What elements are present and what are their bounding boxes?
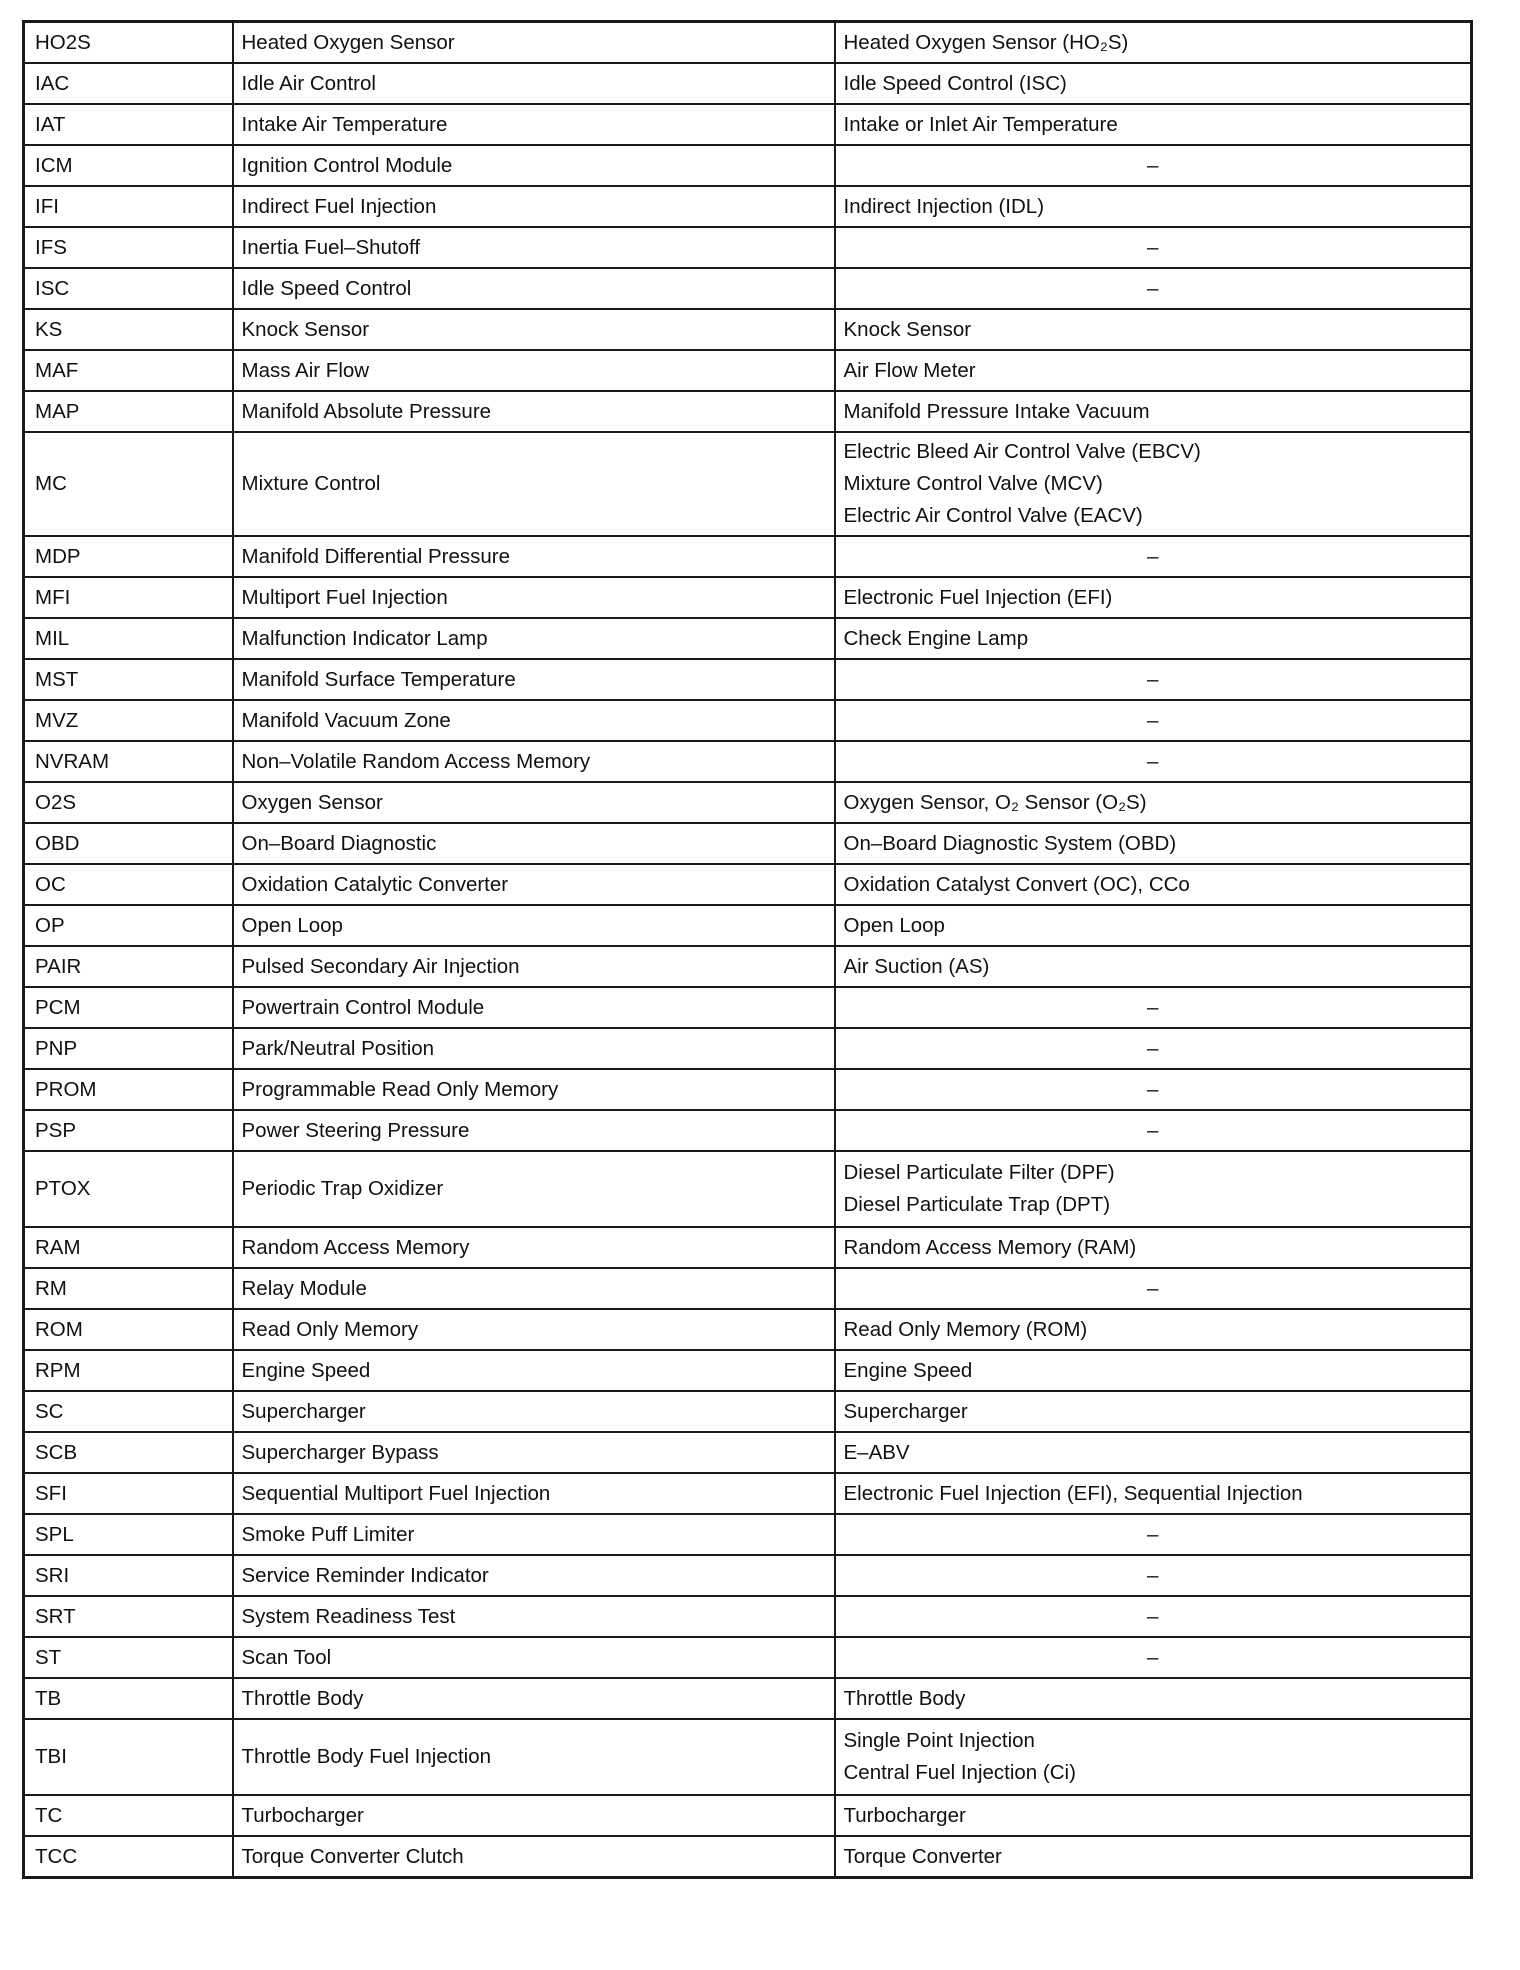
- equivalent-line: Throttle Body: [843, 1686, 966, 1710]
- equivalent-cell: [835, 1268, 1472, 1309]
- acronym-cell: KS: [24, 309, 233, 350]
- acronym-table: [22, 20, 1473, 1879]
- equivalent-cell: [835, 1473, 1472, 1514]
- equivalent-cell: [835, 905, 1472, 946]
- equivalent-line: Turbocharger: [843, 1803, 966, 1827]
- acronym-cell: NVRAM: [24, 741, 233, 782]
- equivalent-line: Electric Bleed Air Control Valve (EBCV): [843, 440, 1201, 463]
- definition-cell: Throttle Body Fuel Injection: [233, 1719, 835, 1795]
- equivalent-line: Mixture Control Valve (MCV): [843, 472, 1103, 495]
- equivalent-line: –: [1147, 1645, 1159, 1669]
- definition-cell: Idle Air Control: [233, 63, 835, 104]
- table-row: [24, 1555, 1472, 1596]
- equivalent-line: Oxidation Catalyst Convert (OC), CCo: [843, 872, 1190, 896]
- equivalent-line: –: [1147, 749, 1159, 773]
- table-row: [24, 946, 1472, 987]
- definition-cell: Engine Speed: [233, 1350, 835, 1391]
- equivalent-line: Check Engine Lamp: [843, 626, 1029, 650]
- equivalent-line: –: [1147, 1077, 1159, 1101]
- definition-cell: Indirect Fuel Injection: [233, 186, 835, 227]
- equivalent-cell: [835, 1795, 1472, 1836]
- equivalent-cell: [835, 1350, 1472, 1391]
- table-row: [24, 741, 1472, 782]
- equivalent-line: Engine Speed: [843, 1358, 973, 1382]
- table-row: [24, 1719, 1472, 1795]
- acronym-cell: IAT: [24, 104, 233, 145]
- equivalent-cell: [835, 946, 1472, 987]
- acronym-cell: SRI: [24, 1555, 233, 1596]
- equivalent-cell: [835, 577, 1472, 618]
- table-row: [24, 1350, 1472, 1391]
- table-row: [24, 823, 1472, 864]
- table-row: [24, 1795, 1472, 1836]
- definition-cell: Scan Tool: [233, 1637, 835, 1678]
- acronym-table-body: [24, 22, 1472, 1878]
- acronym-cell: ISC: [24, 268, 233, 309]
- equivalent-cell: [835, 309, 1472, 350]
- acronym-cell: RPM: [24, 1350, 233, 1391]
- definition-cell: Park/Neutral Position: [233, 1028, 835, 1069]
- equivalent-cell: [835, 782, 1472, 823]
- equivalent-line: –: [1147, 667, 1159, 691]
- acronym-cell: IAC: [24, 63, 233, 104]
- equivalent-line: –: [1147, 708, 1159, 732]
- equivalent-cell: [835, 145, 1472, 186]
- equivalent-cell: [835, 1028, 1472, 1069]
- table-row: [24, 1596, 1472, 1637]
- table-row: [24, 350, 1472, 391]
- acronym-cell: PNP: [24, 1028, 233, 1069]
- definition-cell: Service Reminder Indicator: [233, 1555, 835, 1596]
- acronym-cell: HO2S: [24, 22, 233, 64]
- equivalent-line: Diesel Particulate Trap (DPT): [843, 1193, 1111, 1216]
- acronym-cell: RAM: [24, 1227, 233, 1268]
- acronym-cell: MIL: [24, 618, 233, 659]
- equivalent-line: On–Board Diagnostic System (OBD): [843, 831, 1177, 855]
- table-row: [24, 432, 1472, 536]
- equivalent-cell: [835, 700, 1472, 741]
- table-row: [24, 186, 1472, 227]
- acronym-cell: ROM: [24, 1309, 233, 1350]
- definition-cell: Idle Speed Control: [233, 268, 835, 309]
- equivalent-line: –: [1147, 276, 1159, 300]
- equivalent-cell: [835, 987, 1472, 1028]
- acronym-cell: SRT: [24, 1596, 233, 1637]
- equivalent-cell: [835, 227, 1472, 268]
- equivalent-line: Electronic Fuel Injection (EFI): [843, 585, 1113, 609]
- equivalent-cell: [835, 1432, 1472, 1473]
- equivalent-cell: [835, 1678, 1472, 1719]
- acronym-cell: SPL: [24, 1514, 233, 1555]
- equivalent-line: Air Flow Meter: [843, 358, 976, 382]
- acronym-cell: TCC: [24, 1836, 233, 1878]
- definition-cell: Programmable Read Only Memory: [233, 1069, 835, 1110]
- acronym-cell: SFI: [24, 1473, 233, 1514]
- equivalent-line: Intake or Inlet Air Temperature: [843, 112, 1118, 136]
- equivalent-cell: [835, 823, 1472, 864]
- equivalent-cell: [835, 350, 1472, 391]
- table-row: [24, 864, 1472, 905]
- equivalent-cell: [835, 1836, 1472, 1878]
- table-row: [24, 1268, 1472, 1309]
- definition-cell: Heated Oxygen Sensor: [233, 22, 835, 64]
- equivalent-cell: [835, 104, 1472, 145]
- table-row: [24, 659, 1472, 700]
- definition-cell: Intake Air Temperature: [233, 104, 835, 145]
- equivalent-cell: [835, 391, 1472, 432]
- equivalent-line: Electronic Fuel Injection (EFI), Sequential Injection: [843, 1481, 1303, 1505]
- table-row: [24, 1473, 1472, 1514]
- acronym-cell: MDP: [24, 536, 233, 577]
- equivalent-line: Open Loop: [843, 913, 945, 937]
- equivalent-line: Random Access Memory (RAM): [843, 1235, 1137, 1259]
- acronym-cell: PROM: [24, 1069, 233, 1110]
- equivalent-cell: [835, 659, 1472, 700]
- table-row: [24, 309, 1472, 350]
- acronym-cell: MC: [24, 432, 233, 536]
- acronym-cell: PTOX: [24, 1151, 233, 1227]
- equivalent-cell: [835, 1596, 1472, 1637]
- table-row: [24, 1309, 1472, 1350]
- equivalent-line: Heated Oxygen Sensor (HO₂S): [843, 30, 1129, 54]
- table-row: [24, 618, 1472, 659]
- acronym-cell: IFI: [24, 186, 233, 227]
- equivalent-line: Supercharger: [843, 1399, 968, 1423]
- acronym-cell: TB: [24, 1678, 233, 1719]
- table-row: [24, 700, 1472, 741]
- definition-cell: Turbocharger: [233, 1795, 835, 1836]
- acronym-cell: OP: [24, 905, 233, 946]
- equivalent-line: –: [1147, 153, 1159, 177]
- equivalent-cell: [835, 741, 1472, 782]
- acronym-cell: MAF: [24, 350, 233, 391]
- equivalent-cell: [835, 536, 1472, 577]
- definition-cell: Sequential Multiport Fuel Injection: [233, 1473, 835, 1514]
- definition-cell: Random Access Memory: [233, 1227, 835, 1268]
- definition-cell: Mixture Control: [233, 432, 835, 536]
- equivalent-cell: [835, 1391, 1472, 1432]
- acronym-cell: PSP: [24, 1110, 233, 1151]
- equivalent-cell: [835, 1110, 1472, 1151]
- definition-cell: Read Only Memory: [233, 1309, 835, 1350]
- definition-cell: Malfunction Indicator Lamp: [233, 618, 835, 659]
- table-row: [24, 1678, 1472, 1719]
- table-row: [24, 1637, 1472, 1678]
- equivalent-line: Torque Converter: [843, 1844, 1002, 1868]
- equivalent-line: –: [1147, 1604, 1159, 1628]
- definition-cell: Supercharger Bypass: [233, 1432, 835, 1473]
- equivalent-cell: [835, 186, 1472, 227]
- table-row: [24, 1110, 1472, 1151]
- acronym-cell: ICM: [24, 145, 233, 186]
- definition-cell: Relay Module: [233, 1268, 835, 1309]
- equivalent-line: Knock Sensor: [843, 317, 972, 341]
- definition-cell: System Readiness Test: [233, 1596, 835, 1637]
- equivalent-line: Single Point Injection: [843, 1729, 1035, 1752]
- equivalent-cell: [835, 1637, 1472, 1678]
- acronym-cell: ST: [24, 1637, 233, 1678]
- equivalent-line: E–ABV: [843, 1440, 910, 1464]
- acronym-cell: MVZ: [24, 700, 233, 741]
- definition-cell: Manifold Absolute Pressure: [233, 391, 835, 432]
- acronym-cell: OBD: [24, 823, 233, 864]
- acronym-cell: TBI: [24, 1719, 233, 1795]
- equivalent-line: –: [1147, 235, 1159, 259]
- table-row: [24, 227, 1472, 268]
- definition-cell: Powertrain Control Module: [233, 987, 835, 1028]
- table-row: [24, 22, 1472, 64]
- equivalent-line: –: [1147, 1522, 1159, 1546]
- acronym-cell: SCB: [24, 1432, 233, 1473]
- acronym-cell: MAP: [24, 391, 233, 432]
- equivalent-line: Electric Air Control Valve (EACV): [843, 504, 1143, 527]
- definition-cell: Knock Sensor: [233, 309, 835, 350]
- table-row: [24, 536, 1472, 577]
- table-row: [24, 63, 1472, 104]
- acronym-cell: PAIR: [24, 946, 233, 987]
- acronym-cell: PCM: [24, 987, 233, 1028]
- definition-cell: Mass Air Flow: [233, 350, 835, 391]
- equivalent-line: –: [1147, 544, 1159, 568]
- equivalent-line: –: [1147, 1118, 1159, 1142]
- table-row: [24, 391, 1472, 432]
- equivalent-cell: [835, 22, 1472, 64]
- acronym-cell: MST: [24, 659, 233, 700]
- definition-cell: Pulsed Secondary Air Injection: [233, 946, 835, 987]
- definition-cell: Torque Converter Clutch: [233, 1836, 835, 1878]
- definition-cell: Manifold Differential Pressure: [233, 536, 835, 577]
- table-row: [24, 104, 1472, 145]
- definition-cell: Oxygen Sensor: [233, 782, 835, 823]
- acronym-cell: OC: [24, 864, 233, 905]
- definition-cell: Non–Volatile Random Access Memory: [233, 741, 835, 782]
- definition-cell: Oxidation Catalytic Converter: [233, 864, 835, 905]
- acronym-cell: TC: [24, 1795, 233, 1836]
- definition-cell: Inertia Fuel–Shutoff: [233, 227, 835, 268]
- equivalent-line: –: [1147, 995, 1159, 1019]
- table-row: [24, 1514, 1472, 1555]
- table-row: [24, 1151, 1472, 1227]
- equivalent-line: –: [1147, 1563, 1159, 1587]
- equivalent-line: Read Only Memory (ROM): [843, 1317, 1088, 1341]
- table-row: [24, 987, 1472, 1028]
- equivalent-line: Central Fuel Injection (Ci): [843, 1761, 1076, 1784]
- equivalent-cell: [835, 63, 1472, 104]
- equivalent-cell: [835, 1719, 1472, 1795]
- equivalent-line: –: [1147, 1036, 1159, 1060]
- table-row: [24, 1836, 1472, 1878]
- equivalent-cell: [835, 864, 1472, 905]
- acronym-cell: MFI: [24, 577, 233, 618]
- equivalent-line: Idle Speed Control (ISC): [843, 71, 1067, 95]
- equivalent-line: Air Suction (AS): [843, 954, 990, 978]
- table-row: [24, 268, 1472, 309]
- definition-cell: Smoke Puff Limiter: [233, 1514, 835, 1555]
- definition-cell: Ignition Control Module: [233, 145, 835, 186]
- acronym-cell: O2S: [24, 782, 233, 823]
- definition-cell: Throttle Body: [233, 1678, 835, 1719]
- equivalent-line: Diesel Particulate Filter (DPF): [843, 1161, 1115, 1184]
- definition-cell: Supercharger: [233, 1391, 835, 1432]
- equivalent-line: Manifold Pressure Intake Vacuum: [843, 399, 1150, 423]
- equivalent-cell: [835, 1555, 1472, 1596]
- equivalent-cell: [835, 1151, 1472, 1227]
- definition-cell: Manifold Vacuum Zone: [233, 700, 835, 741]
- table-row: [24, 1028, 1472, 1069]
- definition-cell: Periodic Trap Oxidizer: [233, 1151, 835, 1227]
- table-row: [24, 782, 1472, 823]
- equivalent-cell: [835, 1227, 1472, 1268]
- definition-cell: On–Board Diagnostic: [233, 823, 835, 864]
- equivalent-cell: [835, 1309, 1472, 1350]
- equivalent-cell: [835, 618, 1472, 659]
- equivalent-cell: [835, 1514, 1472, 1555]
- equivalent-cell: [835, 432, 1472, 536]
- acronym-cell: SC: [24, 1391, 233, 1432]
- table-row: [24, 1227, 1472, 1268]
- equivalent-cell: [835, 1069, 1472, 1110]
- equivalent-line: Oxygen Sensor, O₂ Sensor (O₂S): [843, 790, 1147, 814]
- table-row: [24, 1391, 1472, 1432]
- definition-cell: Manifold Surface Temperature: [233, 659, 835, 700]
- acronym-cell: IFS: [24, 227, 233, 268]
- equivalent-cell: [835, 268, 1472, 309]
- definition-cell: Multiport Fuel Injection: [233, 577, 835, 618]
- table-row: [24, 145, 1472, 186]
- acronym-cell: RM: [24, 1268, 233, 1309]
- equivalent-line: Indirect Injection (IDL): [843, 194, 1045, 218]
- definition-cell: Open Loop: [233, 905, 835, 946]
- table-row: [24, 1069, 1472, 1110]
- table-row: [24, 577, 1472, 618]
- definition-cell: Power Steering Pressure: [233, 1110, 835, 1151]
- equivalent-line: –: [1147, 1276, 1159, 1300]
- table-row: [24, 1432, 1472, 1473]
- table-row: [24, 905, 1472, 946]
